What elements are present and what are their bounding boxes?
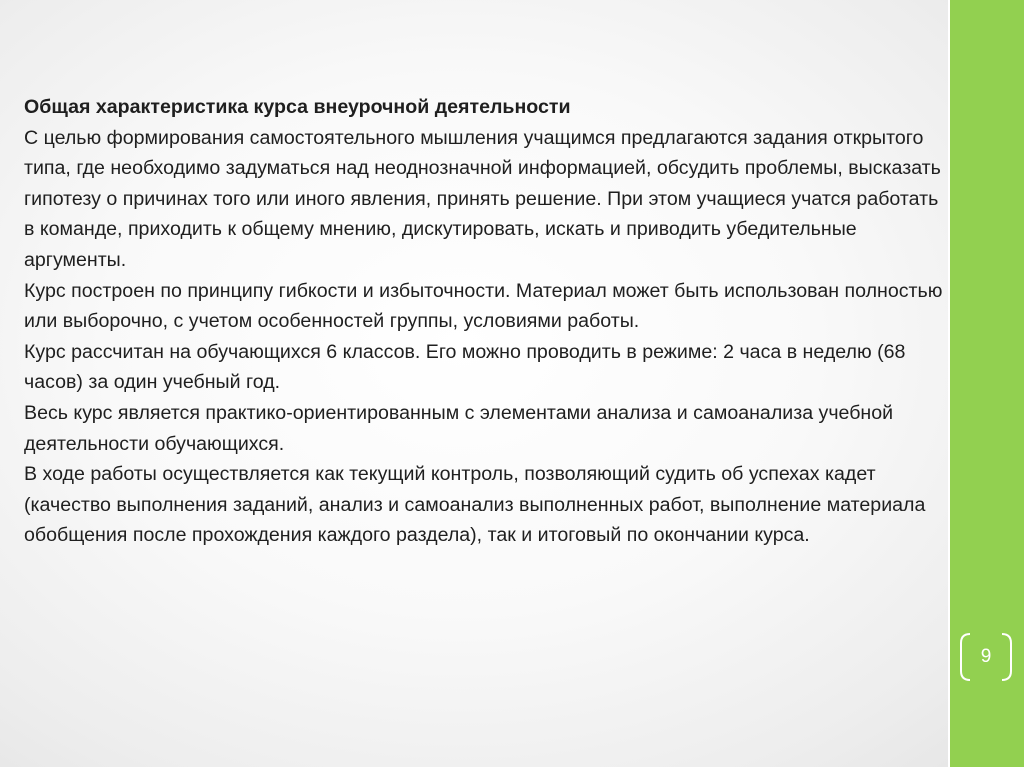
page-number: 9 [980,646,992,667]
slide-heading: Общая характеристика курса внеурочной деятельности [24,96,571,118]
slide-body [24,92,944,551]
page-number-badge [958,632,1014,682]
paragraph-control: В ходе работы осуществляется как текущий контроль, позволяющий судить об успехах кадет (качество выполнения заданий, анализ и самоанализ выполненных работ, выполнение материала обобщения после прохождения каждого раздела), так и итоговый по окончании курса. [24,463,926,547]
paragraph-structure: Курс построен по принципу гибкости и избыточности. Материал может быть использован полностью или выборочно, с учетом особенностей группы, условиями работы. [24,279,943,333]
paragraph-orientation: Весь курс является практико-ориентированным с элементами анализа и самоанализа учебной деятельности обучающихся. [24,401,894,455]
paragraph-schedule: Курс рассчитан на обучающихся 6 классов. Его можно проводить в режиме: 2 часа в неделю (68 часов) за один учебный год. [24,340,906,394]
paragraph-goals: С целью формирования самостоятельного мышления учащимся предлагаются задания открытого типа, где необходимо задуматься над неоднозначной информацией, обсудить проблемы, высказать гипотезу о причинах того или иного явления, принять решение. При этом учащиеся учатся работать в команде, приходить к общему мнению, дискутировать, искать и приводить убедительные аргументы. [24,126,941,271]
